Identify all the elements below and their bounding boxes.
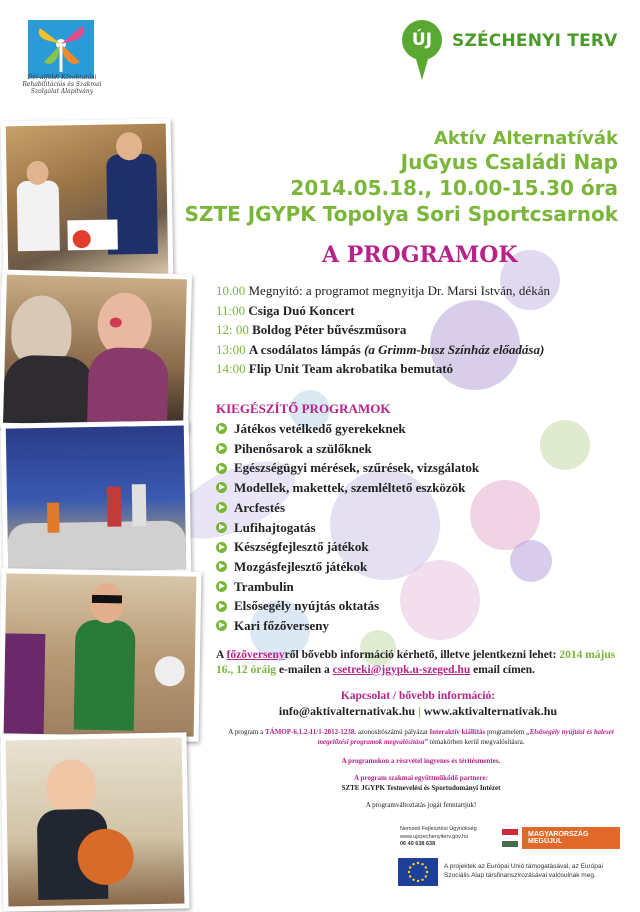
photo-health-screening xyxy=(1,119,174,282)
schedule-list xyxy=(216,281,550,379)
list-item: Modellek, makettek, szemléltető eszközök xyxy=(216,478,479,498)
schedule-text: Megnyitó: a programot megnyitja Dr. Marsi István, dékán xyxy=(248,283,550,298)
schedule-row xyxy=(216,359,550,379)
schedule-row xyxy=(216,340,550,360)
schedule-row xyxy=(216,301,550,321)
schedule-time: 13:00 xyxy=(216,341,246,357)
szechenyi-logo-text: SZÉCHENYI TERV xyxy=(452,31,618,51)
extra-programs-list xyxy=(216,419,479,636)
list-item: Lufihajtogatás xyxy=(216,518,479,538)
schedule-row xyxy=(216,320,550,340)
free-entry-note: A programokon a részvétel ingyenes és térítésmentes. xyxy=(341,757,501,765)
eu-flag-icon xyxy=(398,858,438,886)
extra-programs-heading: KIEGÉSZÍTŐ PROGRAMOK xyxy=(216,401,391,416)
partner-note: A program szakmai együttműködő partnere: SZTE JGYPK Testnevelési és Sportudományi Intézet xyxy=(341,774,501,792)
title-venue: SZTE JGYPK Topolya Sori Sportcsarnok xyxy=(184,202,618,226)
list-item: Trambulin xyxy=(216,577,479,597)
agency-info: Nemzeti Fejlesztési Ügynökség www.ujszechenyiterv.gov.hu 06 40 638 638 xyxy=(400,826,477,847)
changes-reserved-note: A programváltoztatás jogát fenntartjuk! xyxy=(365,801,477,809)
funding-note: A program a TÁMOP-6.1.2-11/1-2012-1238. azonosítószámú pályázat Interaktív kiállítás programelem „Elsősegély nyújtási és baleset megelőzési programok megvalósítása” témakörben kerül megvalósításra. xyxy=(228,728,614,746)
arrow-bullet-icon xyxy=(216,561,227,572)
contact-line: info@aktivalternativak.hu | www.aktivalternativak.hu xyxy=(278,704,558,718)
arrow-bullet-icon xyxy=(216,482,227,493)
szechenyi-logo-badge: ÚJ xyxy=(402,20,442,60)
hungary-renews-badge: MAGYARORSZÁG MEGÚJUL xyxy=(502,827,620,849)
arrow-bullet-icon xyxy=(216,522,227,533)
list-item: Játékos vetélkedő gyerekeknek xyxy=(216,419,479,439)
schedule-text: Flip Unit Team akrobatika bemutató xyxy=(248,361,454,377)
programs-heading: A PROGRAMOK xyxy=(322,242,518,268)
foundation-logo-caption: Dél-alföldi Közoktatási Rehabilitációs és Szakmai Szolgálat Alapítvány xyxy=(22,74,102,95)
hungarian-flag-icon xyxy=(502,829,518,847)
arrow-bullet-icon xyxy=(216,542,227,553)
eu-support-text: A projektek az Európai Unió támogatásával, az Európai Szociális Alap társfinanszírozásával valósulnak meg. xyxy=(444,863,603,879)
list-item: Készségfejlesztő játékok xyxy=(216,537,479,557)
list-item: Pihenősarok a szülőknek xyxy=(216,439,479,459)
deadline: 2014 május 16., 12 óráig xyxy=(216,649,616,676)
arrow-bullet-icon xyxy=(216,601,227,612)
contest-email-link[interactable]: csetreki@jgypk.u-szeged.hu xyxy=(332,664,471,676)
schedule-time: 10.00 xyxy=(216,283,246,298)
arrow-bullet-icon xyxy=(216,463,227,474)
schedule-time: 14:00 xyxy=(216,361,246,377)
arrow-bullet-icon xyxy=(216,443,227,454)
photo-bouncy-castle xyxy=(1,420,192,577)
schedule-row xyxy=(216,281,550,301)
photo-blindfold-game xyxy=(0,568,201,741)
photo-child-with-basketball xyxy=(0,732,189,911)
contact-heading: Kapcsolat / bővebb információ: xyxy=(340,690,496,702)
arrow-bullet-icon xyxy=(216,581,227,592)
title-line-2: JuGyus Családi Nap xyxy=(400,150,618,174)
arrow-bullet-icon xyxy=(216,620,227,631)
arrow-bullet-icon xyxy=(216,423,227,434)
title-date-time: 2014.05.18., 10.00-15.30 óra xyxy=(290,176,618,200)
contact-web-link[interactable]: www.aktivalternativak.hu xyxy=(423,704,558,718)
cooking-contest-info: A főzőversenyről bővebb információ kérhető, illetve jelentkezni lehet: 2014 május 16., 12 óráig e-mailen a csetreki@jgypk.u-szeged.hu email címen. xyxy=(216,649,616,676)
contact-email-link[interactable]: info@aktivalternativak.hu xyxy=(278,704,416,718)
schedule-text: A csodálatos lámpás xyxy=(248,341,365,357)
photo-face-painting xyxy=(0,270,192,433)
title-line-1: Aktív Alternatívák xyxy=(433,128,618,149)
schedule-text-italic: (a Grimm-busz Színház előadása) xyxy=(364,341,545,357)
schedule-text: Boldog Péter bűvészműsora xyxy=(252,322,407,338)
list-item: Arcfestés xyxy=(216,498,479,518)
schedule-time: 11:00 xyxy=(216,302,246,318)
arrow-bullet-icon xyxy=(216,502,227,513)
schedule-text: Csiga Duó Koncert xyxy=(248,302,355,318)
schedule-time: 12: 00 xyxy=(216,322,249,338)
cooking-contest-highlight: főzőverseny xyxy=(226,649,285,661)
list-item: Kari főzőverseny xyxy=(216,616,479,636)
list-item: Egészségügyi mérések, szűrések, vizsgálatok xyxy=(216,458,479,478)
list-item: Mozgásfejlesztő játékok xyxy=(216,557,479,577)
list-item: Elsősegély nyújtás oktatás xyxy=(216,596,479,616)
